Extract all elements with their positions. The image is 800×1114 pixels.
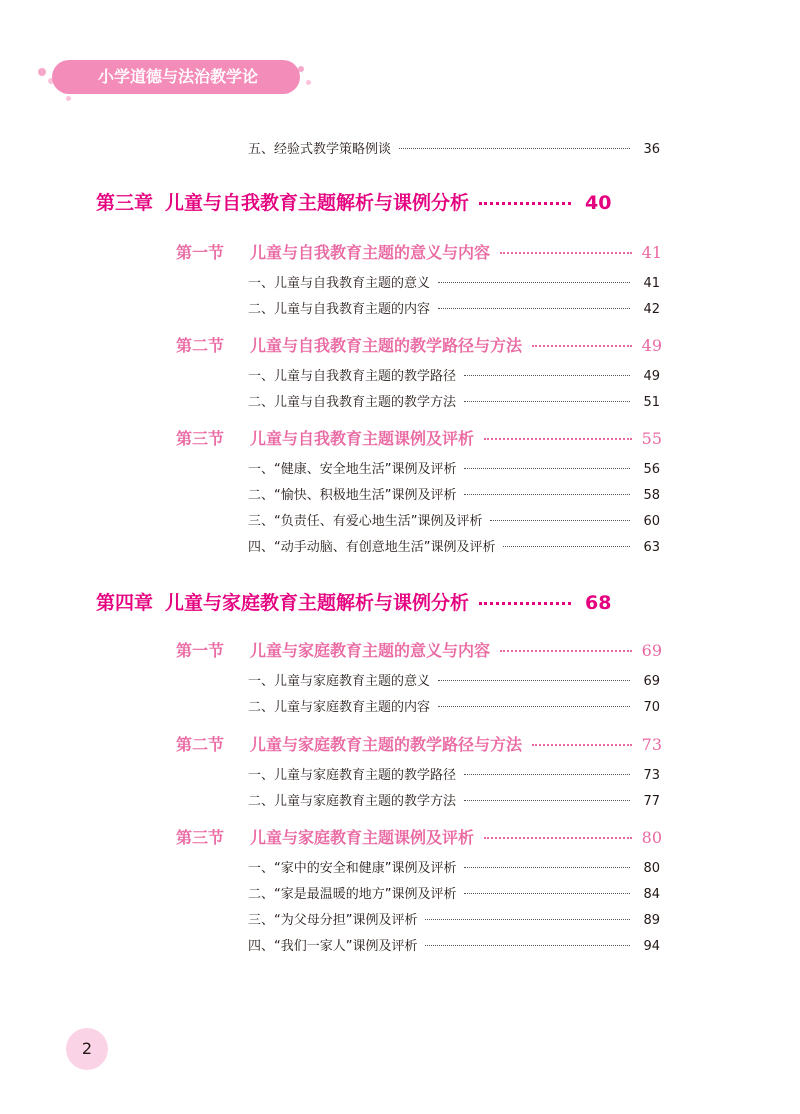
toc-item[interactable]: 二、儿童与家庭教育主题的内容 70 xyxy=(248,700,660,715)
toc-section[interactable]: 第二节 儿童与自我教育主题的教学路径与方法 49 xyxy=(176,336,662,355)
toc-item[interactable]: 三、“负责任、有爱心地生活”课例及评析 60 xyxy=(248,514,660,529)
header-banner xyxy=(52,60,300,94)
toc-section[interactable]: 第二节 儿童与家庭教育主题的教学路径与方法 73 xyxy=(176,735,662,754)
page-number: 2 xyxy=(66,1028,108,1070)
toc-section[interactable]: 第一节 儿童与家庭教育主题的意义与内容 69 xyxy=(176,641,662,660)
toc-item[interactable]: 二、儿童与自我教育主题的内容 42 xyxy=(248,302,660,317)
toc-item[interactable]: 一、儿童与家庭教育主题的教学路径 73 xyxy=(248,768,660,783)
toc-item[interactable]: 一、儿童与自我教育主题的意义 41 xyxy=(248,276,660,291)
decor-dot xyxy=(66,96,71,101)
toc-item[interactable]: 四、“我们一家人”课例及评析 94 xyxy=(248,939,660,954)
toc-item[interactable]: 一、儿童与自我教育主题的教学路径 49 xyxy=(248,369,660,384)
toc-item[interactable]: 一、“健康、安全地生活”课例及评析 56 xyxy=(248,462,660,477)
toc-section[interactable]: 第一节 儿童与自我教育主题的意义与内容 41 xyxy=(176,243,662,262)
toc-section[interactable]: 第三节 儿童与家庭教育主题课例及评析 80 xyxy=(176,828,662,847)
toc-item[interactable]: 一、儿童与家庭教育主题的意义 69 xyxy=(248,674,660,689)
toc-item[interactable]: 二、“愉快、积极地生活”课例及评析 58 xyxy=(248,488,660,503)
toc-item[interactable]: 二、儿童与自我教育主题的教学方法 51 xyxy=(248,395,660,410)
toc-item[interactable]: 五、经验式教学策略例谈 36 xyxy=(248,142,660,157)
toc-section[interactable]: 第三节 儿童与自我教育主题课例及评析 55 xyxy=(176,429,662,448)
decor-dot xyxy=(38,68,46,76)
toc-chapter-3[interactable]: 第三章 儿童与自我教育主题解析与课例分析 40 xyxy=(96,192,612,214)
toc-item[interactable]: 三、“为父母分担”课例及评析 89 xyxy=(248,913,660,928)
toc-item[interactable]: 一、“家中的安全和健康”课例及评析 80 xyxy=(248,861,660,876)
toc-chapter-4[interactable]: 第四章 儿童与家庭教育主题解析与课例分析 68 xyxy=(96,592,612,614)
decor-dot xyxy=(306,80,311,85)
toc-item[interactable]: 四、“动手动脑、有创意地生活”课例及评析 63 xyxy=(248,540,660,555)
book-title: 小学道德与法治教学论 xyxy=(98,67,259,86)
toc-item[interactable]: 二、儿童与家庭教育主题的教学方法 77 xyxy=(248,794,660,809)
toc-item[interactable]: 二、“家是最温暖的地方”课例及评析 84 xyxy=(248,887,660,902)
